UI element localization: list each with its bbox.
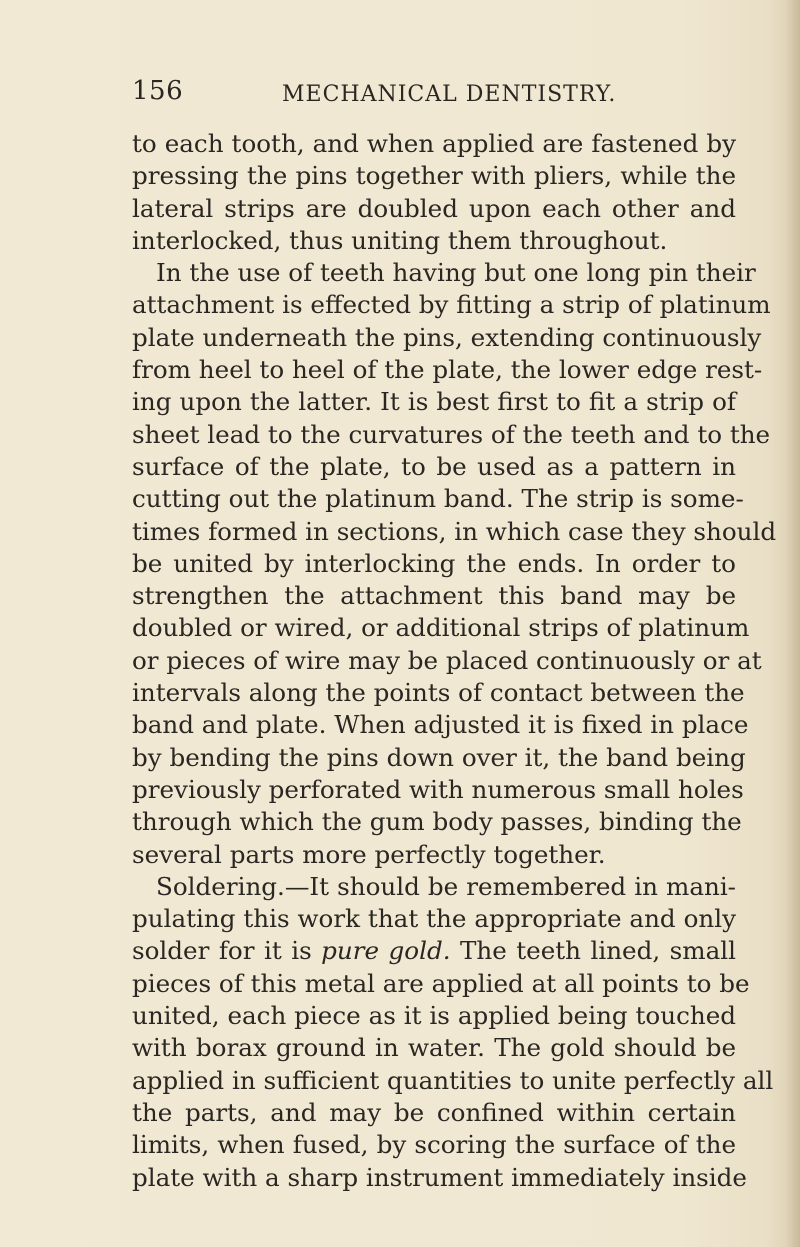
text-line: Soldering.—It should be remembered in mani- <box>156 871 736 901</box>
text-line: limits, when fused, by scoring the surface of the <box>132 1130 736 1160</box>
page-edge-shadow <box>786 0 800 1247</box>
text-line: through which the gum body passes, binding the <box>132 807 742 837</box>
text-line: the parts, and may be confined within certain <box>132 1097 736 1127</box>
text-line: or pieces of wire may be placed continuously or at <box>132 645 762 675</box>
running-head: MECHANICAL DENTISTRY. <box>282 82 617 107</box>
text-line: attachment is effected by fitting a strip of platinum <box>132 290 771 320</box>
text-line: interlocked, thus uniting them throughout. <box>132 225 668 255</box>
text-line: times formed in sections, in which case they should <box>132 516 777 546</box>
text-line: pieces of this metal are applied at all points to be <box>132 968 750 998</box>
text-line: pulating this work that the appropriate and only <box>132 904 736 934</box>
text-segment: solder for it is <box>132 936 322 966</box>
text-line: surface of the plate, to be used as a pattern in <box>132 451 736 481</box>
page-header <box>132 76 732 116</box>
text-line: cutting out the platinum band. The strip is some- <box>132 484 744 514</box>
text-line: united, each piece as it is applied being touched <box>132 1001 736 1031</box>
text-line: doubled or wired, or additional strips of platinum <box>132 613 750 643</box>
text-line: by bending the pins down over it, the band being <box>132 742 746 772</box>
text-line: from heel to heel of the plate, the lower edge rest- <box>132 355 763 385</box>
page-number: 156 <box>132 76 184 106</box>
text-line: lateral strips are doubled upon each other and <box>132 193 736 223</box>
body-text <box>132 128 777 1194</box>
text-line: several parts more perfectly together. <box>132 839 606 869</box>
text-line: sheet lead to the curvatures of the teeth and to the <box>132 419 771 449</box>
text-line: be united by interlocking the ends. In order to <box>132 548 736 578</box>
text-line: intervals along the points of contact between the <box>132 678 745 708</box>
text-line: previously perforated with numerous small holes <box>132 774 744 804</box>
text-line: plate underneath the pins, extending continuously <box>132 322 762 352</box>
text-line: ing upon the latter. It is best first to fit a strip of <box>132 387 736 417</box>
text-line: to each tooth, and when applied are fastened by <box>132 129 736 158</box>
text-line: band and plate. When adjusted it is fixed in place <box>132 710 749 740</box>
text-line: In the use of teeth having but one long pin their <box>156 258 756 288</box>
text-line: pressing the pins together with pliers, while the <box>132 161 736 191</box>
italic-emphasis: pure gold. <box>321 936 451 966</box>
text-line: applied in sufficient quantities to unite perfectly all <box>132 1065 774 1095</box>
text-line: with borax ground in water. The gold should be <box>132 1033 736 1063</box>
text-line: strengthen the attachment this band may be <box>132 581 736 611</box>
text-segment: The teeth lined, small <box>450 936 736 966</box>
text-line <box>132 935 736 967</box>
text-line: plate with a sharp instrument immediately inside <box>132 1162 747 1192</box>
